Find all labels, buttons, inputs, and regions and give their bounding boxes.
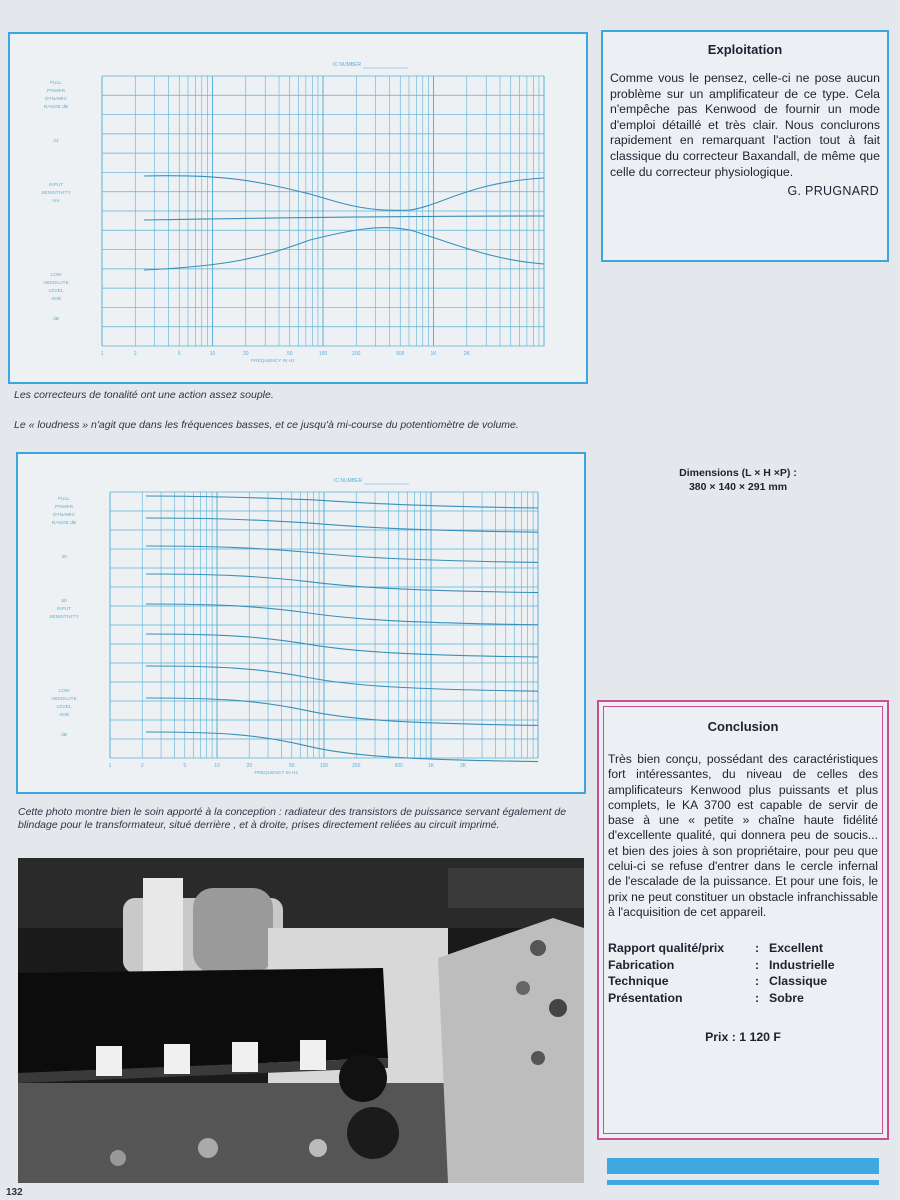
rating-label: Présentation	[608, 990, 683, 1005]
x-tick-label: 10	[209, 351, 216, 357]
x-tick-label: 1	[100, 351, 104, 357]
rating-row	[608, 957, 882, 974]
exploitation-box	[601, 30, 889, 262]
rating-label: Fabrication	[608, 957, 675, 972]
x-tick-label: 50	[286, 351, 293, 357]
y-axis-label: RANGE dB	[51, 521, 77, 526]
x-tick-label: 100	[319, 763, 329, 769]
x-tick-label: 5	[183, 763, 187, 769]
y-axis-label: LOW	[50, 273, 62, 278]
author-signature: G. PRUGNARD	[787, 184, 879, 199]
x-axis-label: FREQUENCY IN Hz	[251, 359, 295, 364]
x-tick-label: 500	[394, 763, 403, 769]
y-axis-label: 30	[61, 555, 67, 560]
rating-colon: :	[755, 957, 760, 972]
conclusion-box	[597, 700, 889, 1140]
y-axis-label: LEVEL	[56, 705, 72, 710]
dimensions-value: 380 × 140 × 291 mm	[688, 481, 788, 493]
x-tick-label: 2	[140, 763, 144, 769]
y-axis-label: SENSITIVITY	[49, 615, 79, 620]
x-tick-label: 20	[246, 763, 252, 769]
rating-value: Classique	[769, 974, 828, 989]
y-axis-label: DYNAMIC	[52, 513, 76, 518]
y-axis-label: SENSITIVITY	[41, 191, 71, 196]
y-axis-label: DYNAMIC	[44, 97, 68, 102]
response-curve	[146, 732, 538, 762]
caption-loudness: Le « loudness » n'agit que dans les fréquences basses, et ce jusqu'à mi-course du potentiomètre de volume.	[14, 419, 519, 431]
x-tick-label: 100	[318, 351, 328, 357]
y-axis-label: ADB	[59, 713, 69, 718]
tone-control-graph	[8, 32, 588, 384]
y-axis-label: POWER	[54, 505, 74, 510]
y-axis-label: 24	[53, 139, 59, 144]
x-tick-label: 500	[396, 351, 405, 357]
caption-tone-control: Les correcteurs de tonalité ont une action assez souple.	[14, 389, 274, 401]
y-axis-label: ADB	[51, 297, 61, 302]
decorative-blue-bar	[607, 1158, 879, 1174]
y-axis-label: POWER	[46, 89, 66, 94]
x-tick-label: 20	[242, 351, 249, 357]
loudness-graph	[16, 452, 586, 794]
y-axis-label: mV	[52, 199, 60, 204]
x-tick-label: 5	[177, 351, 181, 357]
response-curve	[146, 604, 538, 625]
exploitation-title: Exploitation	[707, 42, 783, 57]
response-curve	[146, 634, 538, 657]
response-curve	[146, 496, 538, 508]
response-curve	[144, 176, 544, 211]
x-tick-label: 1K	[430, 351, 437, 357]
rating-value: Excellent	[769, 941, 823, 956]
y-axis-label: ABSOLUTE	[43, 281, 69, 286]
conclusion-inner-frame	[603, 706, 883, 1134]
y-axis-label: INPUT	[56, 607, 72, 612]
rating-row	[608, 940, 882, 957]
rating-colon: :	[755, 974, 760, 989]
amplifier-interior-illustration	[18, 858, 584, 1183]
y-axis-label: ABSOLUTE	[51, 697, 77, 702]
rating-value: Industrielle	[769, 957, 835, 972]
response-curve	[144, 228, 544, 270]
rating-label: Technique	[608, 974, 669, 989]
rating-colon: :	[755, 990, 760, 1005]
y-axis-label: LEVEL	[48, 289, 64, 294]
tone-control-graph-svg	[10, 34, 586, 382]
loudness-graph-svg	[18, 454, 584, 792]
y-axis-label: LOW	[58, 689, 70, 694]
x-axis-label: FREQUENCY IN Hz	[254, 771, 298, 776]
page-number: 132	[6, 1187, 23, 1198]
dimensions-block	[620, 466, 856, 494]
ratings-table	[608, 940, 882, 1006]
response-curve	[146, 574, 538, 593]
caption-photo: Cette photo montre bien le soin apporté à la conception : radiateur des transistors de puissance servant également de blindage pour le transformateur, situé derrière , et à droite, prises directement reliées au circuit imprimé.	[18, 806, 567, 831]
x-tick-label: 200	[352, 351, 361, 357]
dimensions-label: Dimensions (L × H ×P) :	[679, 467, 797, 479]
response-curve	[146, 546, 538, 562]
x-tick-label: 2K	[463, 351, 470, 357]
y-axis-label: FULL	[58, 497, 70, 502]
x-tick-label: 1	[108, 763, 112, 769]
rating-value: Sobre	[769, 990, 804, 1005]
y-axis-label: dB	[53, 317, 59, 322]
response-curve	[144, 216, 544, 220]
rating-row	[608, 973, 882, 990]
y-axis-label: FULL	[50, 81, 62, 86]
x-tick-label: 50	[289, 763, 295, 769]
y-axis-label: 50	[61, 599, 67, 604]
rating-colon: :	[755, 941, 760, 956]
y-axis-label: dB	[61, 733, 67, 738]
response-curve	[146, 666, 538, 691]
x-tick-label: 2K	[460, 763, 467, 769]
price-label: Prix : 1 120 F	[705, 1030, 781, 1045]
decorative-blue-bar-thin	[607, 1180, 879, 1185]
response-curve	[146, 698, 538, 725]
y-axis-label: INPUT	[48, 183, 64, 188]
amplifier-interior-photo	[18, 858, 584, 1183]
rating-label: Rapport qualité/prix	[608, 941, 725, 956]
graph-header-label: IC NUMBER	[334, 478, 363, 484]
conclusion-title: Conclusion	[707, 719, 779, 734]
x-tick-label: 1K	[427, 763, 435, 769]
rating-row	[608, 990, 882, 1007]
x-tick-label: 10	[214, 763, 220, 769]
x-tick-label: 2	[133, 351, 137, 357]
exploitation-text: Comme vous le pensez, celle-ci ne pose aucun problème sur un amplificateur de ce type. Cela n'empêche pas Kenwood de fournir un mode d'emploi détaillé et très clair. Nous conclurons rapidement en remarquant l'action tout à fait classique du correcteur Baxandall, de même que celle du correcteur physiologique.	[610, 71, 880, 179]
graph-header-label: IC NUMBER	[333, 62, 362, 68]
conclusion-text: Très bien conçu, possédant des caractéristiques fort intéressantes, du niveau de celles des amplificateurs Kenwood plus puissants et plus complets, le KA 3700 est capable de servir de base à une « petite » chaîne haute fidélité d'excellente qualité, qui donnera peu de soucis... et bien des joies à son propriétaire, pour peu que celui-ci se refuse d'entrer dans le cercle infernal de l'escalade de la puissance. Et pour une fois, le prix ne peut constituer un obstacle infranchissable à l'acquisition de cet appareil.	[608, 752, 878, 919]
x-tick-label: 200	[352, 763, 361, 769]
y-axis-label: RANGE dB	[43, 105, 69, 110]
